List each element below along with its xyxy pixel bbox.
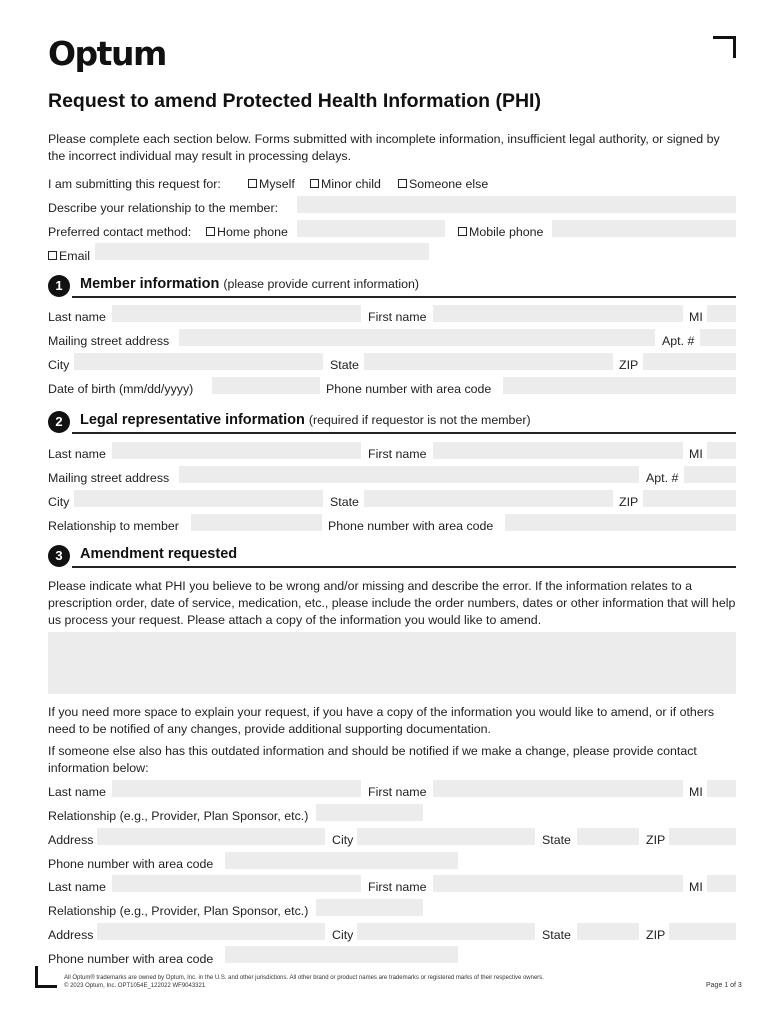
contact1-first-name-field[interactable] (433, 780, 683, 797)
section-3-rule (72, 566, 736, 568)
amendment-instructions: Please indicate what PHI you believe to be wrong and/or missing and describe the error. If the information relates to a prescription order, date of service, medication, etc., please include the order numbers, dates or other information that will help us process your request. Please attach a copy of the information you would like to amend. (48, 579, 736, 627)
contact2-state-label: State (542, 928, 571, 942)
checkbox-box[interactable] (310, 179, 319, 188)
checkbox-box[interactable] (398, 179, 407, 188)
member-dob-field[interactable] (212, 377, 320, 394)
contact-method-label: Preferred contact method: (48, 225, 192, 239)
checkbox-minor-child[interactable] (310, 176, 381, 193)
rep-last-name-field[interactable] (112, 442, 361, 459)
section-1-title-text: Member information (80, 276, 220, 292)
contact2-address-field[interactable] (97, 923, 325, 940)
contact2-mi-field[interactable] (707, 875, 736, 892)
contact2-city-label: City (332, 928, 354, 942)
rep-mi-label: MI (689, 447, 703, 461)
rep-city-label: City (48, 495, 70, 509)
relationship-label: Describe your relationship to the member: (48, 201, 279, 215)
checkbox-box[interactable] (248, 179, 257, 188)
member-street-label: Mailing street address (48, 334, 170, 348)
contact1-phone-field[interactable] (225, 852, 458, 869)
contact1-relationship-label: Relationship (e.g., Provider, Plan Sponsor, etc.) (48, 809, 309, 823)
checkbox-myself[interactable] (248, 176, 295, 193)
rep-phone-label: Phone number with area code (328, 519, 494, 533)
rep-relationship-label: Relationship to member (48, 519, 179, 533)
section-3-number: 3 (48, 545, 70, 567)
contact2-zip-field[interactable] (669, 923, 736, 940)
corner-mark-top-right (713, 36, 736, 58)
corner-mark-bottom-left (35, 966, 57, 988)
rep-last-name-label: Last name (48, 447, 106, 461)
contact1-first-name-label: First name (368, 785, 427, 799)
section-2-number: 2 (48, 411, 70, 433)
section-2-subtitle: (required if requestor is not the member) (308, 413, 531, 427)
contact2-address-label: Address (48, 928, 94, 942)
contact1-mi-field[interactable] (707, 780, 736, 797)
section-1-rule (72, 296, 736, 298)
member-city-field[interactable] (74, 353, 323, 370)
contact1-zip-field[interactable] (669, 828, 736, 845)
footer-copyright: © 2023 Optum, Inc. OPT1054E_122022 WF9043321 (64, 983, 206, 989)
rep-state-label: State (330, 495, 359, 509)
contact2-first-name-field[interactable] (433, 875, 683, 892)
rep-zip-label: ZIP (619, 495, 639, 509)
rep-apt-label: Apt. # (646, 471, 679, 485)
section-1-number: 1 (48, 275, 70, 297)
section-2-rule (72, 432, 736, 434)
member-city-label: City (48, 358, 70, 372)
page-title: Request to amend Protected Health Information (PHI) (48, 90, 541, 112)
request-for-label: I am submitting this request for: (48, 177, 221, 191)
contact2-relationship-label: Relationship (e.g., Provider, Plan Sponsor, etc.) (48, 904, 309, 918)
member-mi-label: MI (689, 310, 703, 324)
rep-city-field[interactable] (74, 490, 323, 507)
more-space-text: If you need more space to explain your request, if you have a copy of the information you would like to amend, or if others need to be notified of any changes, provide additional supporting documentation. (48, 705, 715, 736)
member-zip-field[interactable] (643, 353, 736, 370)
optum-logo: Optum (48, 34, 166, 73)
rep-phone-field[interactable] (505, 514, 736, 531)
member-phone-label: Phone number with area code (326, 382, 492, 396)
member-state-label: State (330, 358, 359, 372)
contact1-state-field[interactable] (577, 828, 639, 845)
contact1-zip-label: ZIP (646, 833, 666, 847)
member-state-field[interactable] (364, 353, 613, 370)
section-2-title (80, 412, 531, 428)
contact1-mi-label: MI (689, 785, 703, 799)
checkbox-email[interactable] (48, 248, 90, 265)
rep-zip-field[interactable] (643, 490, 736, 507)
home-phone-field[interactable] (297, 220, 445, 237)
checkbox-box[interactable] (48, 251, 57, 260)
contact2-city-field[interactable] (357, 923, 535, 940)
contact2-mi-label: MI (689, 880, 703, 894)
footer-trademark: All Optum® trademarks are owned by Optum, Inc. in the U.S. and other jurisdictions. All other brand or product names are trademarks or registered marks of their respective owners. (64, 975, 544, 981)
contact2-relationship-field[interactable] (316, 899, 423, 916)
section-1-title (80, 276, 419, 292)
section-3-title: Amendment requested (80, 546, 238, 562)
contact1-last-name-field[interactable] (112, 780, 361, 797)
checkbox-box[interactable] (206, 227, 215, 236)
contact2-last-name-field[interactable] (112, 875, 361, 892)
checkbox-label: Someone else (409, 177, 489, 191)
intro-text: Please complete each section below. Forms submitted with incomplete information, insufficient legal authority, or signed by the incorrect individual may result in processing delays. (48, 132, 720, 163)
member-street-field[interactable] (179, 329, 655, 346)
section-2-title-text: Legal representative information (80, 412, 305, 428)
member-phone-field[interactable] (503, 377, 736, 394)
checkbox-box[interactable] (458, 227, 467, 236)
checkbox-label: Home phone (217, 225, 288, 239)
checkbox-label: Myself (259, 177, 295, 191)
contact1-relationship-field[interactable] (316, 804, 423, 821)
rep-apt-field[interactable] (684, 466, 736, 483)
contact1-last-name-label: Last name (48, 785, 106, 799)
checkbox-label: Minor child (321, 177, 381, 191)
member-mi-field[interactable] (707, 305, 736, 322)
member-apt-field[interactable] (700, 329, 736, 346)
contact1-phone-label: Phone number with area code (48, 857, 214, 871)
rep-mi-field[interactable] (707, 442, 736, 459)
contact2-state-field[interactable] (577, 923, 639, 940)
member-dob-label: Date of birth (mm/dd/yyyy) (48, 382, 194, 396)
contact1-city-field[interactable] (357, 828, 535, 845)
member-first-name-field[interactable] (433, 305, 683, 322)
amendment-description-field[interactable] (48, 632, 736, 694)
member-zip-label: ZIP (619, 358, 639, 372)
email-field[interactable] (95, 243, 429, 260)
page-number: Page 1 of 3 (706, 982, 742, 989)
contact2-phone-field[interactable] (225, 946, 458, 963)
member-last-name-label: Last name (48, 310, 106, 324)
checkbox-label: Mobile phone (469, 225, 544, 239)
contact1-address-field[interactable] (97, 828, 325, 845)
contact1-city-label: City (332, 833, 354, 847)
mobile-phone-field[interactable] (552, 220, 736, 237)
member-first-name-label: First name (368, 310, 427, 324)
rep-street-label: Mailing street address (48, 471, 170, 485)
rep-state-field[interactable] (364, 490, 613, 507)
checkbox-label: Email (59, 249, 90, 263)
rep-first-name-field[interactable] (433, 442, 683, 459)
contact2-last-name-label: Last name (48, 880, 106, 894)
notify-text: If someone else also has this outdated information and should be notified if we make a change, please provide contact information below: (48, 744, 697, 775)
contact2-first-name-label: First name (368, 880, 427, 894)
rep-relationship-field[interactable] (191, 514, 322, 531)
contact2-phone-label: Phone number with area code (48, 952, 214, 966)
checkbox-mobile-phone[interactable] (458, 224, 543, 241)
relationship-field[interactable] (297, 196, 736, 213)
checkbox-home-phone[interactable] (206, 224, 288, 241)
contact2-zip-label: ZIP (646, 928, 666, 942)
member-last-name-field[interactable] (112, 305, 361, 322)
rep-first-name-label: First name (368, 447, 427, 461)
contact1-address-label: Address (48, 833, 94, 847)
rep-street-field[interactable] (179, 466, 639, 483)
contact1-state-label: State (542, 833, 571, 847)
section-1-subtitle: (please provide current information) (223, 277, 419, 291)
checkbox-someone-else[interactable] (398, 176, 488, 193)
member-apt-label: Apt. # (662, 334, 695, 348)
